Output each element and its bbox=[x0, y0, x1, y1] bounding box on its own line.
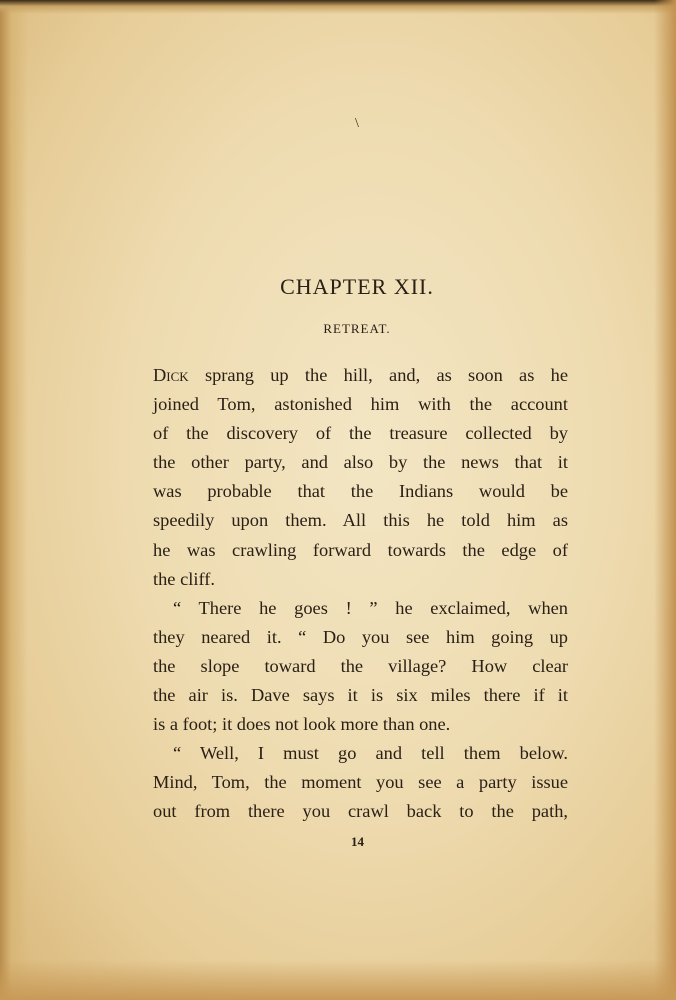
text-line-15: Mind, Tom, the moment you see a party issue bbox=[153, 772, 568, 793]
page-bottom-edge bbox=[0, 960, 676, 1000]
text-line-10: they neared it. “ Do you see him going up bbox=[153, 626, 568, 647]
text-line-1 bbox=[153, 361, 568, 390]
page-top-edge bbox=[0, 0, 676, 14]
text-line-9: “ There he goes ! ” he exclaimed, when bbox=[173, 597, 568, 618]
text-line-7: he was crawling forward towards the edge of bbox=[153, 539, 568, 560]
page-left-edge bbox=[0, 0, 28, 1000]
signature-mark: 14 bbox=[351, 834, 364, 849]
text-line-12: the air is. Dave says it is six miles there if it bbox=[153, 685, 568, 706]
page-right-edge bbox=[654, 0, 676, 1000]
text-line-13: is a foot; it does not look more than one. bbox=[153, 714, 451, 735]
text-line-11: the slope toward the village? How clear bbox=[153, 655, 568, 676]
chapter-subtitle: RETREAT. bbox=[323, 321, 391, 336]
ink-speck: \ bbox=[355, 116, 359, 131]
text-line-14: “ Well, I must go and tell them below. bbox=[173, 743, 568, 764]
line-text: sprang up the hill, and, as soon as he bbox=[188, 365, 568, 385]
chapter-title: CHAPTER XII. bbox=[280, 274, 434, 299]
text-line-8: the cliff. bbox=[153, 568, 215, 589]
text-line-16: out from there you crawl back to the path, bbox=[153, 801, 568, 822]
body-text bbox=[153, 361, 568, 827]
text-line-3: of the discovery of the treasure collected by bbox=[153, 423, 568, 444]
text-line-5: was probable that the Indians would be bbox=[153, 481, 568, 502]
lead-word: Dick bbox=[153, 365, 189, 385]
text-line-2: joined Tom, astonished him with the account bbox=[153, 394, 568, 415]
text-line-6: speedily upon them. All this he told him as bbox=[153, 510, 568, 531]
text-line-4: the other party, and also by the news that it bbox=[153, 452, 568, 473]
